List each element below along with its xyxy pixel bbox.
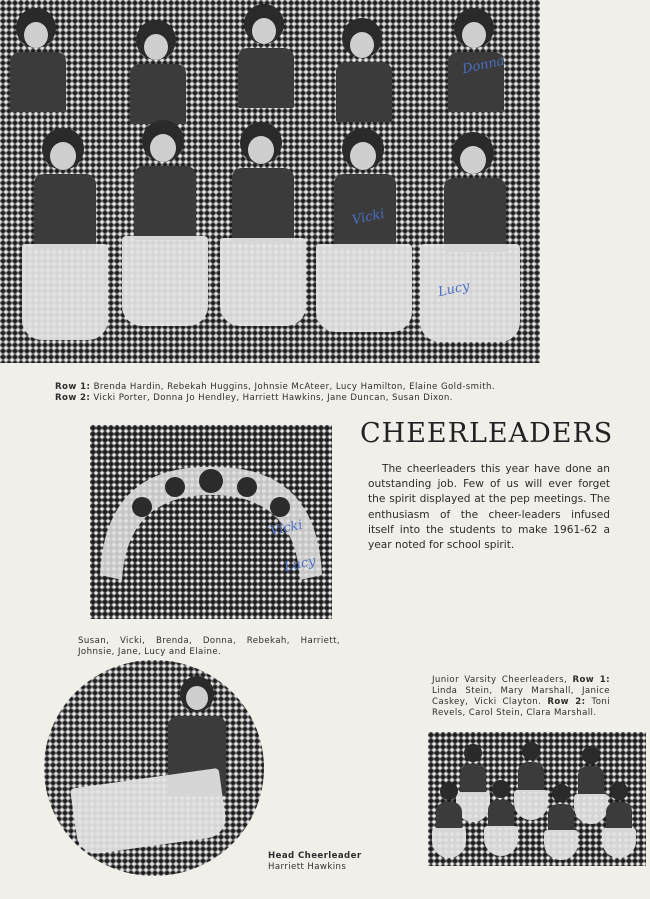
head-cheerleader-title: Head Cheerleader <box>268 851 362 861</box>
head-cheerleader-photo <box>44 660 264 876</box>
jv-caption <box>432 675 610 719</box>
jv-photo <box>428 732 646 866</box>
page-title: CHEERLEADERS <box>360 418 614 449</box>
signature: Lucy <box>436 278 471 301</box>
jv-row2-names: Toni Revels, Carol Stein, Clara Marshall. <box>432 697 610 718</box>
team-photo <box>0 0 540 363</box>
row2-label: Row 2: <box>55 393 91 403</box>
jv-row2-label: Row 2: <box>547 697 586 707</box>
article-text <box>368 462 610 553</box>
jv-caption-intro: Junior Varsity Cheerleaders, <box>432 675 568 685</box>
head-cheerleader-name: Harriett Hawkins <box>268 862 347 872</box>
signature: Donna <box>460 53 506 78</box>
team-photo-caption <box>55 382 495 404</box>
signature: Vicki <box>350 206 386 229</box>
row1-label: Row 1: <box>55 382 91 392</box>
arch-photo <box>90 425 332 619</box>
jv-row1-label: Row 1: <box>572 675 610 685</box>
arch-photo-caption: Susan, Vicki, Brenda, Donna, Rebekah, Harriett, Johnsie, Jane, Lucy and Elaine. <box>78 636 340 657</box>
signature: Vicki <box>268 517 304 540</box>
article-paragraph: The cheerleaders this year have done an outstanding job. Few of us will ever forget the spirit displayed at the pep meetings. The enthusiasm of the cheer-leaders infused itself into the students to make 1961-62 a year noted for school spirit. <box>368 463 610 552</box>
row2-names: Vicki Porter, Donna Jo Hendley, Harriett Hawkins, Jane Duncan, Susan Dixon. <box>93 393 453 403</box>
row1-names: Brenda Hardin, Rebekah Huggins, Johnsie McAteer, Lucy Hamilton, Elaine Gold-smith. <box>93 382 495 392</box>
jv-row1-names: Linda Stein, Mary Marshall, Janice Caskey, Vicki Clayton. <box>432 686 610 707</box>
signature: Lucy <box>282 553 317 576</box>
